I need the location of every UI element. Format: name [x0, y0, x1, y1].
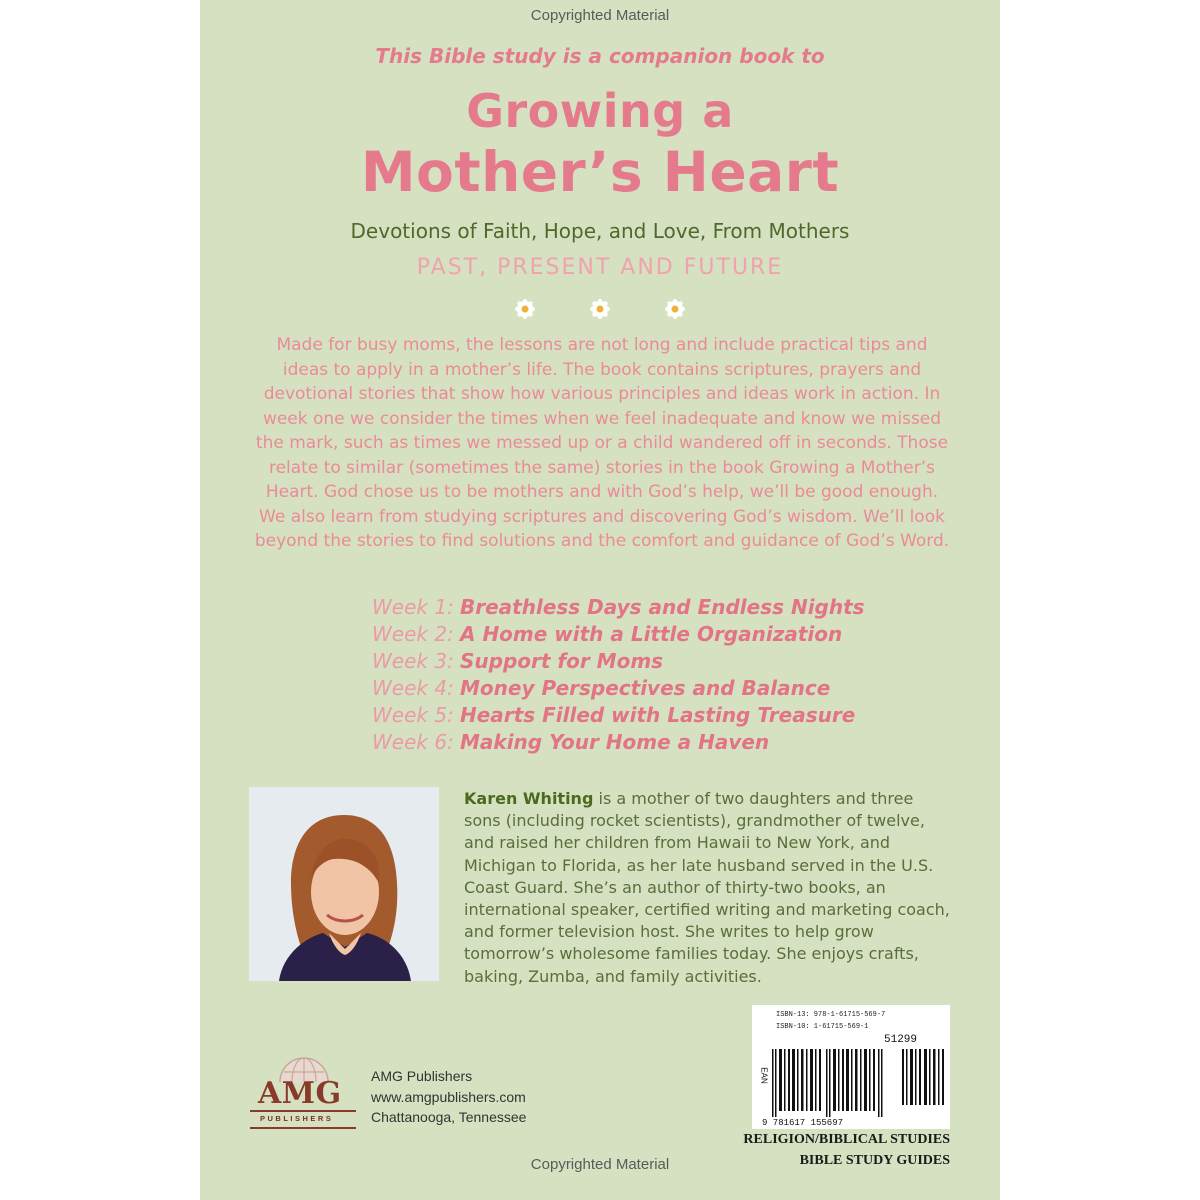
category-line1: RELIGION/BIBLICAL STUDIES [743, 1132, 950, 1147]
publisher-info [371, 1066, 526, 1128]
author-bio-text: is a mother of two daughters and three sons (including rocket scientists), grandmother of twelve, and raised her children from Hawaii to New York, and Michigan to Florida, as her late husband served in the U.S. Coast Guard. She’s an author of thirty-two books, an international speaker, certified writing and marketing coach, and former television host. She writes to help grow tomorrow’s wholesome families today. She enjoys crafts, baking, Zumba, and family activities. [464, 789, 950, 986]
week-label: Week 1: [372, 595, 454, 619]
logo-text: AMG [258, 1076, 342, 1111]
barcode-digits: 9 781617 155697 [762, 1118, 844, 1128]
book-tagline: PAST, PRESENT AND FUTURE [416, 255, 784, 280]
week-item [372, 675, 932, 702]
daisy-icon [510, 294, 540, 320]
week-label: Week 3: [372, 649, 454, 673]
copyright-watermark-top: Copyrighted Material [530, 7, 670, 24]
publisher-logo [248, 1052, 360, 1130]
week-title: Money Perspectives and Balance [460, 676, 831, 700]
author-name: Karen Whiting [464, 789, 594, 808]
logo-subtext: PUBLISHERS [260, 1114, 334, 1123]
week-label: Week 4: [372, 676, 454, 700]
week-title: Breathless Days and Endless Nights [460, 595, 865, 619]
publisher-name: AMG Publishers [371, 1068, 473, 1084]
week-title: Hearts Filled with Lasting Treasure [460, 703, 856, 727]
publisher-url[interactable]: www.amgpublishers.com [371, 1088, 526, 1105]
week-item [372, 594, 932, 621]
week-item [372, 702, 932, 729]
back-cover [200, 0, 1000, 1200]
week-list [372, 594, 932, 756]
book-title-line2: Mother’s Heart [360, 140, 840, 204]
barcode-bars [772, 1049, 892, 1117]
week-title: Support for Moms [460, 649, 664, 673]
companion-intro: This Bible study is a companion book to [375, 44, 825, 68]
flower-ornament [510, 294, 690, 320]
isbn10-text: ISBN-10: 1-61715-569-1 [776, 1023, 869, 1031]
week-label: Week 2: [372, 622, 454, 646]
book-description: Made for busy moms, the lessons are not long and include practical tips and ideas to apply in a mother’s life. The book contains scriptures, prayers and devotional stories that show how various principles and ideas work in action. In week one we consider the times when we feel inadequate and know we missed the mark, such as times we messed up or a child wandered off in seconds. Those relate to similar (sometimes the same) stories in the book Growing a Mother’s Heart. God chose us to be mothers and with God’s help, we’ll be good enough. We also learn from studying scriptures and discovering God’s wisdom. We’ll look beyond the stories to find solutions and the comfort and guidance of God’s Word. [254, 335, 950, 551]
author-photo [249, 787, 439, 981]
copyright-watermark-bottom: Copyrighted Material [530, 1156, 670, 1173]
publisher-location: Chattanooga, Tennessee [371, 1109, 527, 1125]
category-line2: BIBLE STUDY GUIDES [799, 1153, 950, 1168]
price-barcode-bars [902, 1049, 944, 1105]
week-label: Week 6: [372, 730, 454, 754]
isbn-barcode [752, 1005, 950, 1129]
daisy-icon [585, 294, 615, 320]
book-title-line1: Growing a [466, 84, 734, 138]
isbn13-text: ISBN-13: 978-1-61715-569-7 [776, 1011, 886, 1019]
week-title: Making Your Home a Haven [460, 730, 770, 754]
week-item [372, 648, 932, 675]
ean-label: EAN [759, 1067, 769, 1084]
week-item [372, 621, 932, 648]
week-item [372, 729, 932, 756]
daisy-icon [660, 294, 690, 320]
week-label: Week 5: [372, 703, 454, 727]
week-title: A Home with a Little Organization [460, 622, 843, 646]
book-subtitle: Devotions of Faith, Hope, and Love, From Mothers [350, 219, 850, 243]
price-code: 51299 [884, 1034, 918, 1046]
author-bio [464, 788, 954, 988]
